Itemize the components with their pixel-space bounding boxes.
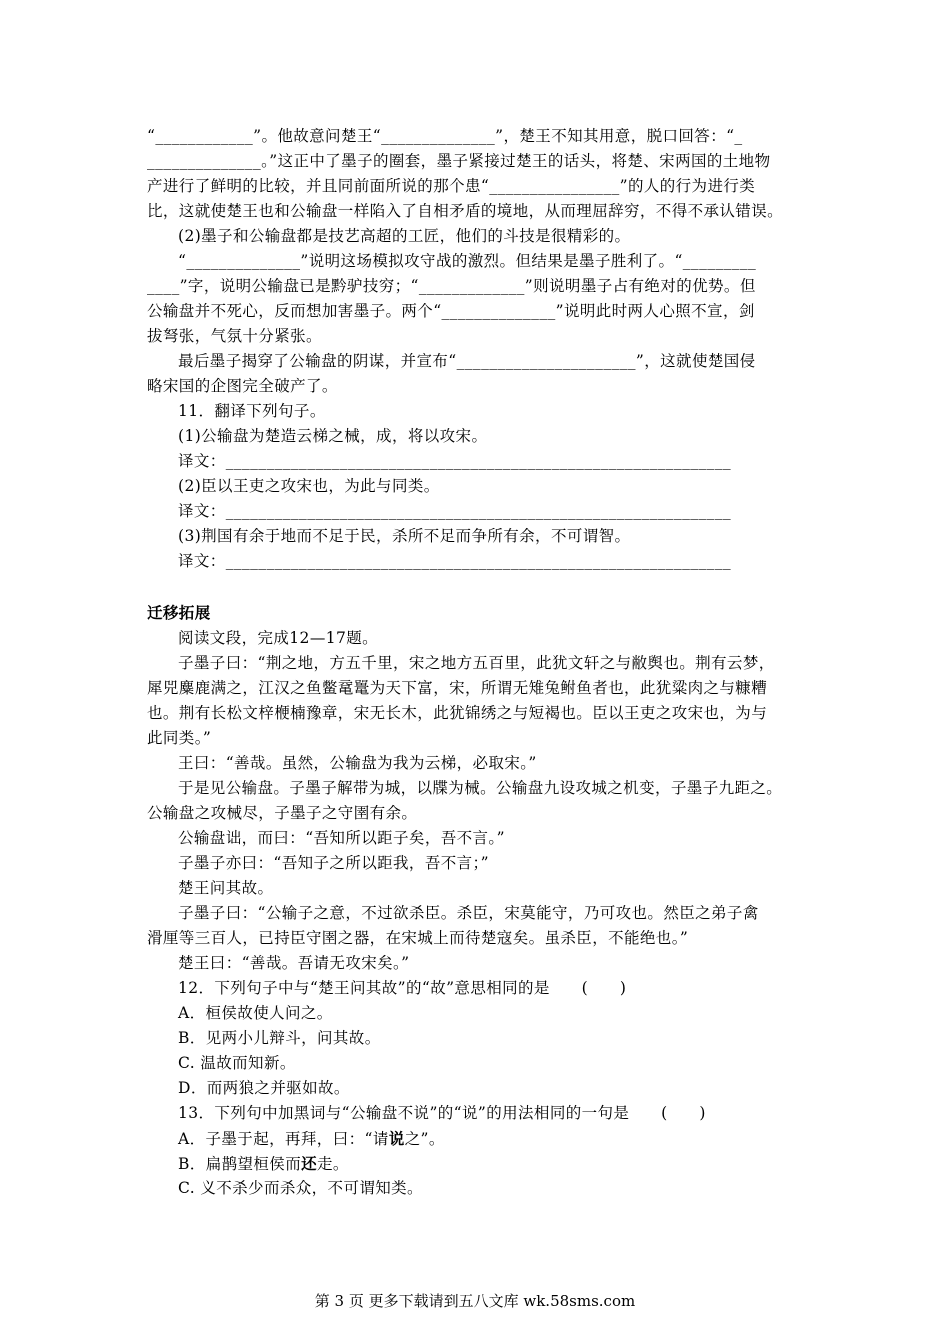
page-footer: 第 3 页 更多下载请到五八文库 wk.58sms.com [314, 1292, 636, 1310]
text-line: 王曰：“善哉。虽然，公输盘为我为云梯，必取宋。” [178, 754, 537, 772]
text-line: 子墨子曰：“公输子之意，不过欲杀臣。杀臣，宋莫能守，乃可攻也。然臣之弟子禽 [178, 904, 759, 922]
text-line: 阅读文段，完成12—17题。 [178, 629, 379, 647]
text-line: 楚王问其故。 [178, 879, 274, 897]
translation-line: 译文：______________________________________________________________ [178, 452, 731, 470]
text-line: 产进行了鲜明的比较，并且同前面所说的那个患“________________”的人的行为进行类 [147, 177, 756, 195]
text-line: 滑厘等三百人，已持臣守圉之器，在宋城上而待楚寇矣。虽杀臣，不能绝也。” [147, 929, 689, 947]
question-12: 12．下列句子中与“楚王问其故”的“故”意思相同的是 ( ) [178, 979, 627, 997]
bold-word: 说 [388, 1129, 405, 1148]
question-11-title: 11．翻译下列句子。 [178, 402, 326, 420]
text-line: “______________”说明这场模拟攻守战的激烈。但结果是墨子胜利了。“_________ [178, 252, 757, 270]
translation-line: 译文：______________________________________________________________ [178, 552, 731, 570]
text-line: ______________。”这正中了墨子的圈套，墨子紧接过楚王的话头，将楚、宋两国的土地物 [147, 152, 771, 170]
text-line: (2)臣以王吏之攻宋也，为此与同类。 [178, 477, 440, 495]
text-line: 于是见公输盘。子墨子解带为城，以牒为械。公输盘九设攻城之机变，子墨子九距之。 [178, 779, 783, 797]
question-13: 13．下列句中加黑词与“公输盘不说”的“说”的用法相同的一句是 ( ) [178, 1104, 706, 1122]
text-line: 最后墨子揭穿了公输盘的阴谋，并宣布“______________________”，这就使楚国侵 [178, 352, 756, 370]
text-line: 公输盘之攻械尽，子墨子之守圉有余。 [147, 804, 418, 822]
text-line: 犀兕麋鹿满之，江汉之鱼鳖鼋鼍为天下富，宋，所谓无雉兔鲋鱼者也，此犹粱肉之与糠糟 [147, 679, 768, 697]
option-13-b: B．扁鹊望桓侯而还走。 [178, 1154, 349, 1173]
text-line: (1)公输盘为楚造云梯之械，成，将以攻宋。 [178, 427, 488, 445]
option-13-a: A．子墨于起，再拜，曰：“请说之”。 [178, 1129, 445, 1148]
text-line: (2)墨子和公输盘都是技艺高超的工匠，他们的斗技是很精彩的。 [178, 227, 631, 245]
text-line: 也。荆有长松文梓楩楠豫章，宋无长木，此犹锦绣之与短褐也。臣以王吏之攻宋也，为与 [147, 704, 768, 722]
section-heading: 迁移拓展 [147, 604, 211, 622]
text-line: 公输盘诎，而曰：“吾知所以距子矣，吾不言。” [178, 829, 505, 847]
translation-line: 译文：______________________________________________________________ [178, 502, 731, 520]
text-line: 拔弩张，气氛十分紧张。 [147, 327, 322, 345]
text-line: 比，这就使楚王也和公输盘一样陷入了自相矛盾的境地，从而理屈辞穷，不得不承认错误。 [147, 202, 784, 220]
text-line: ____”字，说明公输盘已是黔驴技穷；“_____________”则说明墨子占有绝对的优势。但 [147, 277, 756, 295]
text-line: 公输盘并不死心，反而想加害墨子。两个“______________”说明此时两人心照不宣，剑 [147, 302, 755, 320]
bold-word: 还 [301, 1154, 317, 1173]
text-line: “____________”。他故意问楚王“______________”，楚王不知其用意，脱口回答：“_ [147, 127, 743, 145]
option-13-c: C. 义不杀少而杀众，不可谓知类。 [178, 1179, 423, 1197]
option-12-c: C. 温故而知新。 [178, 1054, 296, 1072]
text-line: 此同类。” [147, 729, 212, 747]
option-12-b: B．见两小儿辩斗，问其故。 [178, 1029, 381, 1047]
text-line: 子墨子曰：“荆之地，方五千里，宋之地方五百里，此犹文轩之与敝舆也。荆有云梦， [178, 654, 775, 672]
text-line: 略宋国的企图完全破产了。 [147, 377, 338, 395]
text-line: (3)荆国有余于地而不足于民，杀所不足而争所有余，不可谓智。 [178, 527, 631, 545]
text-line: 子墨子亦曰：“吾知子之所以距我，吾不言；” [178, 854, 489, 872]
option-12-a: A．桓侯故使人问之。 [178, 1004, 333, 1022]
option-12-d: D．而两狼之并驱如故。 [178, 1079, 350, 1097]
text-line: 楚王曰：“善哉。吾请无攻宋矣。” [178, 954, 410, 972]
